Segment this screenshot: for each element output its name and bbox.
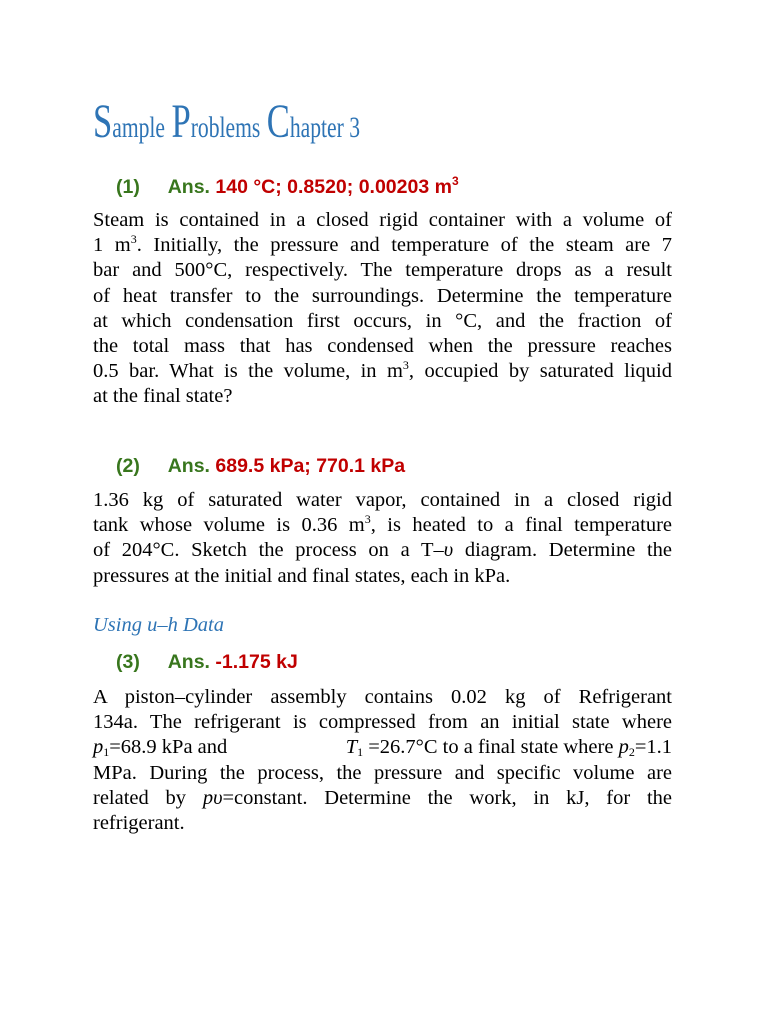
problem-text-2 bbox=[93, 488, 672, 589]
text-line: A piston–cylinder assembly contains 0.02 kg of Refrigerant bbox=[93, 686, 672, 708]
text-line: MPa. During the process, the pressure and specific volume are bbox=[93, 761, 672, 784]
title-word: Sample bbox=[93, 95, 166, 148]
text-line: of 204°C. Sketch the process on a T–υ diagram. Determine the bbox=[93, 539, 672, 562]
answer-value: 689.5 kPa; 770.1 kPa bbox=[215, 455, 406, 477]
answer-label: Ans. bbox=[167, 651, 210, 673]
text-line: tank whose volume is 0.36 $m^3$, is heated to a final temperature bbox=[93, 512, 672, 537]
title-word: Problems bbox=[171, 95, 261, 148]
text-line: bar and 500°C, respectively. The temperature drops as a result bbox=[93, 259, 672, 282]
answer-heading-2 bbox=[116, 457, 405, 477]
answer-label: Ans. bbox=[167, 455, 210, 477]
title-word: Chapter 3 bbox=[266, 95, 361, 148]
text-line-fill: $p_1=68.9$ kPa and $T_1 =26.7^\circ C$ to a final state where $p_2=1.1$ bbox=[93, 736, 672, 760]
answer-heading-1 bbox=[116, 175, 459, 198]
text-line: related by pυ=constant. Determine the work, in kJ, for the bbox=[93, 786, 672, 809]
problem-number: (2) bbox=[116, 455, 140, 477]
answer-label: Ans. bbox=[167, 176, 210, 198]
answer-value: 140 °C; 0.8520; 0.00203 $m^3$ bbox=[215, 174, 459, 198]
text-line: Steam is contained in a closed rigid container with a volume of bbox=[93, 209, 672, 231]
text-line: pressures at the initial and final states, each in kPa. bbox=[93, 564, 511, 587]
problem-number: (3) bbox=[116, 651, 140, 673]
page-title bbox=[93, 95, 366, 148]
answer-value: -1.175 kJ bbox=[215, 651, 298, 673]
text-line: the total mass that has condensed when the pressure reaches bbox=[93, 334, 672, 357]
section-subheading: Using u–h Data bbox=[93, 614, 224, 636]
problem-number: (1) bbox=[116, 176, 140, 198]
problem-text-1 bbox=[93, 208, 672, 410]
text-line: of heat transfer to the surroundings. Determine the temperature bbox=[93, 284, 672, 307]
text-line: at the final state? bbox=[93, 385, 233, 408]
text-line: 134a. The refrigerant is compressed from an initial state where bbox=[93, 711, 672, 734]
text-line: refrigerant. bbox=[93, 811, 185, 834]
text-line bbox=[93, 735, 672, 760]
text-line: at which condensation first occurs, in °C, and the fraction of bbox=[93, 309, 672, 332]
text-line: 0.5 bar. What is the volume, in $m^3$, occupied by saturated liquid bbox=[93, 358, 672, 383]
text-line: 1 $m^3$. Initially, the pressure and temperature of the steam are 7 bbox=[93, 232, 672, 257]
text-line: 1.36 kg of saturated water vapor, contained in a closed rigid bbox=[93, 489, 672, 511]
problem-text-3 bbox=[93, 685, 672, 836]
answer-heading-3 bbox=[116, 653, 298, 673]
